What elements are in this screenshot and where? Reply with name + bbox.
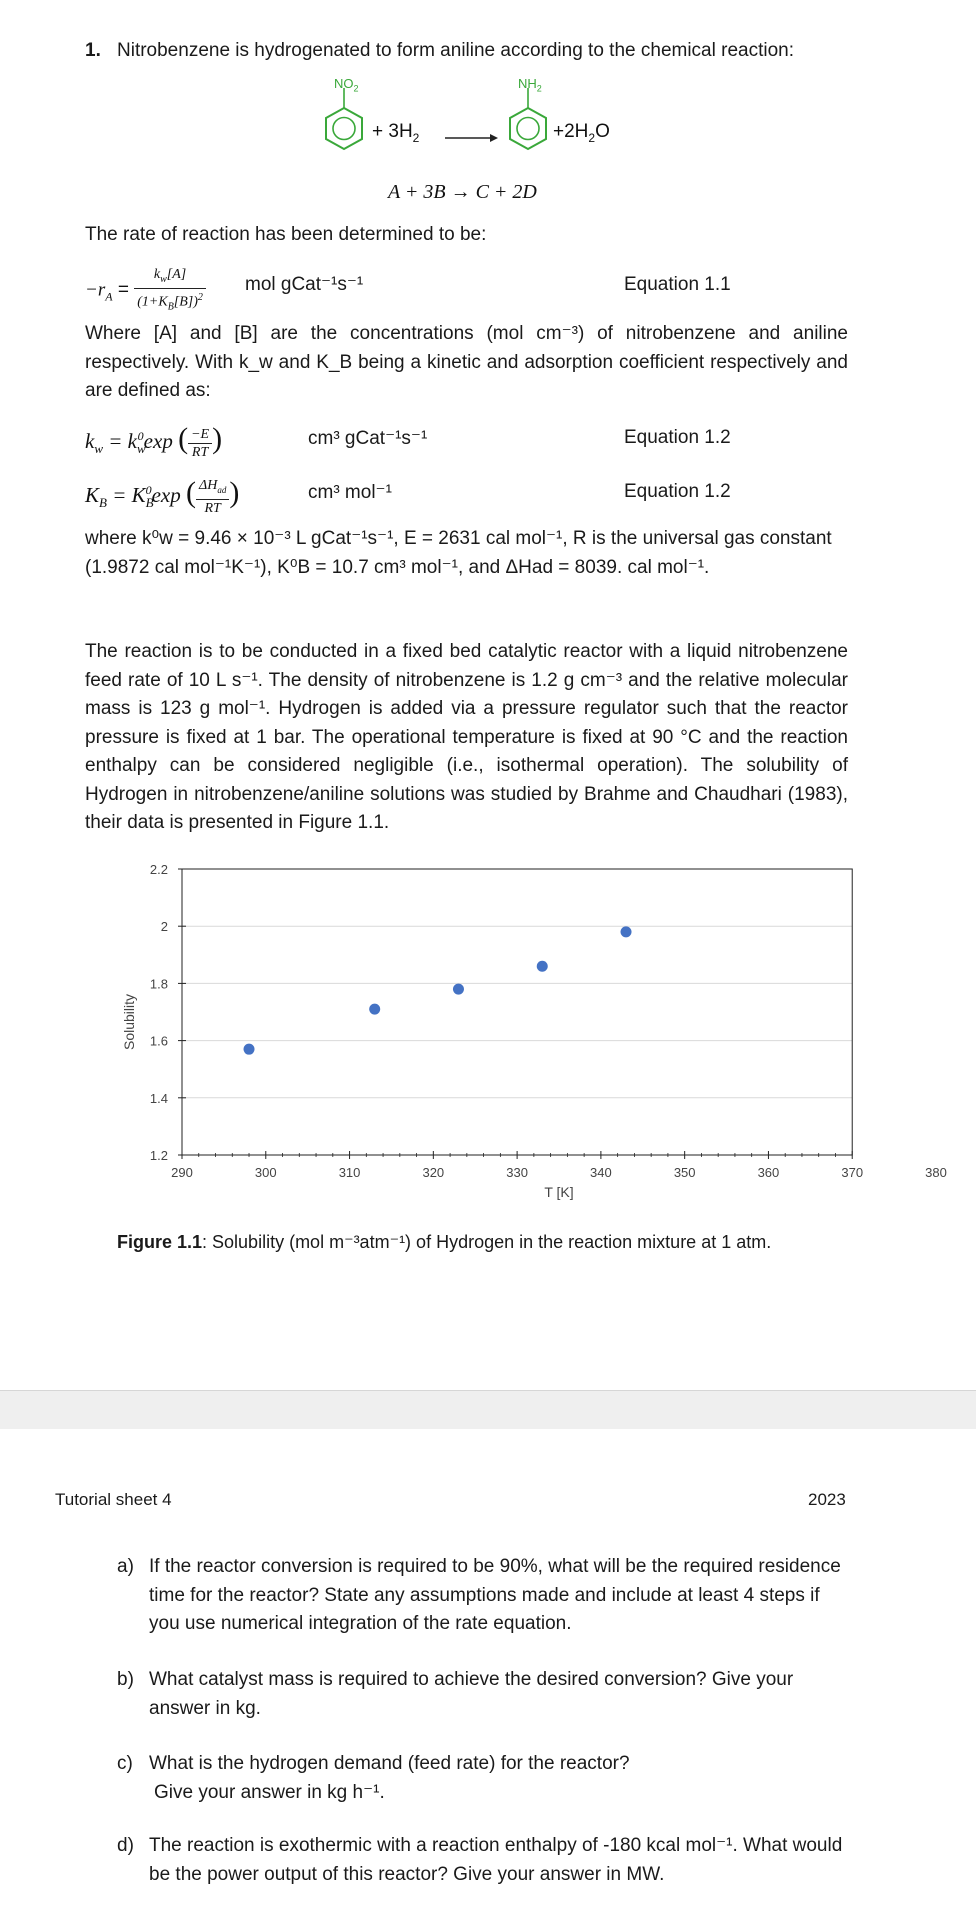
equation-1-1-label: Equation 1.1 xyxy=(624,274,731,295)
x-tick-label: 330 xyxy=(506,1165,528,1180)
equation-kw-label: Equation 1.2 xyxy=(624,427,731,448)
equation-kb: $K_B = K_B^0\exp$ ( $\frac{\Delta H_{ad}}{RT}$ ) xyxy=(85,476,240,517)
page-header-left: Tutorial sheet 4 xyxy=(55,1490,172,1509)
where-paragraph: Where [A] and [B] are the concentrations (mol cm⁻³) of nitrobenzene and aniline respectively. With k_w and K_B being a kinetic and adsorption coefficient respectively and are defined as: xyxy=(85,323,848,401)
nh2-label: $NH_2$ xyxy=(518,76,542,94)
y-tick-label: 1.8 xyxy=(149,976,168,992)
x-axis-label: T [K] xyxy=(544,1184,574,1200)
page-header-right: 2023 xyxy=(808,1490,846,1509)
generic-reaction: A + 3B → C + 2D xyxy=(388,181,537,203)
reactor-paragraph: The reaction is to be conducted in a fixed bed catalytic reactor with a liquid nitrobenzene feed rate of 10 L s⁻¹. The density of nitrobenzene is 1.2 g cm⁻³ and the relative molecular mass is 123 g mol⁻¹. Hydrogen is added via a pressure regulator such that the reactor pressure is fixed at 1 bar. The operational temperature is fixed at 90 °C and the reaction enthalpy can be considered negligible (i.e., isothermal operation). The solubility of Hydrogen in nitrobenzene/aniline solutions was studied by Brahme and Chaudhari (1983), their data is presented in Figure 1.1. xyxy=(85,641,848,833)
figure-caption: Figure 1.1: Solubility (mol m⁻³atm⁻¹) of Hydrogen in the reaction mixture at 1 atm. xyxy=(117,1232,772,1252)
x-tick-label: 360 xyxy=(757,1165,780,1180)
nitrobenzene-structure xyxy=(326,88,362,149)
question-intro: Nitrobenzene is hydrogenated to form aniline according to the chemical reaction: xyxy=(117,40,794,61)
water-product: $+2H_2O$ xyxy=(553,121,610,145)
no2-label: $NO_2$ xyxy=(334,76,359,94)
question-number: 1. xyxy=(85,40,101,61)
aniline-structure xyxy=(510,88,546,149)
data-point xyxy=(453,984,464,995)
equation-kw: $k_w = k_w^0\exp$ ( $\frac{-E}{RT}$ ) xyxy=(85,422,223,460)
rate-intro: The rate of reaction has been determined to be: xyxy=(85,224,487,245)
hydrogen-reactant: + $3H_2$ xyxy=(372,121,420,145)
x-tick-label: 310 xyxy=(338,1165,361,1180)
rate-fraction: $\frac{k_w[A]}{(1+K_B[B])^2}$ xyxy=(134,266,206,315)
x-tick-label: 370 xyxy=(841,1165,864,1180)
constants-line-1: where k⁰w = 9.46 × 10⁻³ L gCat⁻¹s⁻¹, E = 2631 cal mol⁻¹, R is the universal gas constant xyxy=(85,528,832,549)
data-point xyxy=(244,1044,255,1055)
x-tick-label: 340 xyxy=(590,1165,612,1180)
y-tick-label: 2 xyxy=(160,919,168,935)
equation-kb-label: Equation 1.2 xyxy=(624,481,731,502)
solubility-chart xyxy=(110,855,960,1200)
question-c: c) What is the hydrogen demand (feed rate) for the reactor? Give your answer in kg h⁻¹. xyxy=(117,1753,630,1803)
data-point xyxy=(621,926,632,937)
x-tick-label: 300 xyxy=(254,1165,277,1180)
x-tick-label: 350 xyxy=(673,1165,696,1180)
chart-gridlines xyxy=(182,869,852,1155)
y-axis-label: Solubility xyxy=(121,993,137,1051)
y-tick-label: 1.4 xyxy=(149,1090,168,1106)
x-tick-label: 320 xyxy=(422,1165,445,1180)
plot-frame xyxy=(182,869,852,1155)
equation-kb-unit: cm³ mol⁻¹ xyxy=(308,482,392,503)
equation-1-1: $-r_A$ = $\frac{k_w[A]}{(1+K_B[B])^2}$ xyxy=(85,266,206,315)
y-tick-label: 1.2 xyxy=(149,1148,168,1163)
question-d: d) The reaction is exothermic with a reaction enthalpy of -180 kcal mol⁻¹. What would be the power output of this reactor? Give your answer in MW. xyxy=(117,1835,843,1885)
constants-line-2: (1.9872 cal mol⁻¹K⁻¹), K⁰B = 10.7 cm³ mol⁻¹, and ΔHad = 8039. cal mol⁻¹. xyxy=(85,557,710,578)
y-tick-label: 2.2 xyxy=(149,862,168,877)
x-tick-label: 380 xyxy=(925,1165,947,1180)
y-tick-label: 1.6 xyxy=(149,1033,168,1049)
page-break xyxy=(0,1390,976,1429)
x-tick-label: 290 xyxy=(171,1165,193,1180)
equation-1-1-unit: mol gCat⁻¹s⁻¹ xyxy=(245,274,364,295)
data-point xyxy=(369,1004,380,1015)
question-b: b) What catalyst mass is required to achieve the desired conversion? Give your answer in kg. xyxy=(117,1669,794,1719)
question-a: a) If the reactor conversion is required to be 90%, what will be the required residence time for the reactor? State any assumptions made and include at least 4 steps if you use numerical integration of the rate equation. xyxy=(117,1556,841,1634)
equation-kw-unit: cm³ gCat⁻¹s⁻¹ xyxy=(308,428,428,449)
data-point xyxy=(537,961,548,972)
